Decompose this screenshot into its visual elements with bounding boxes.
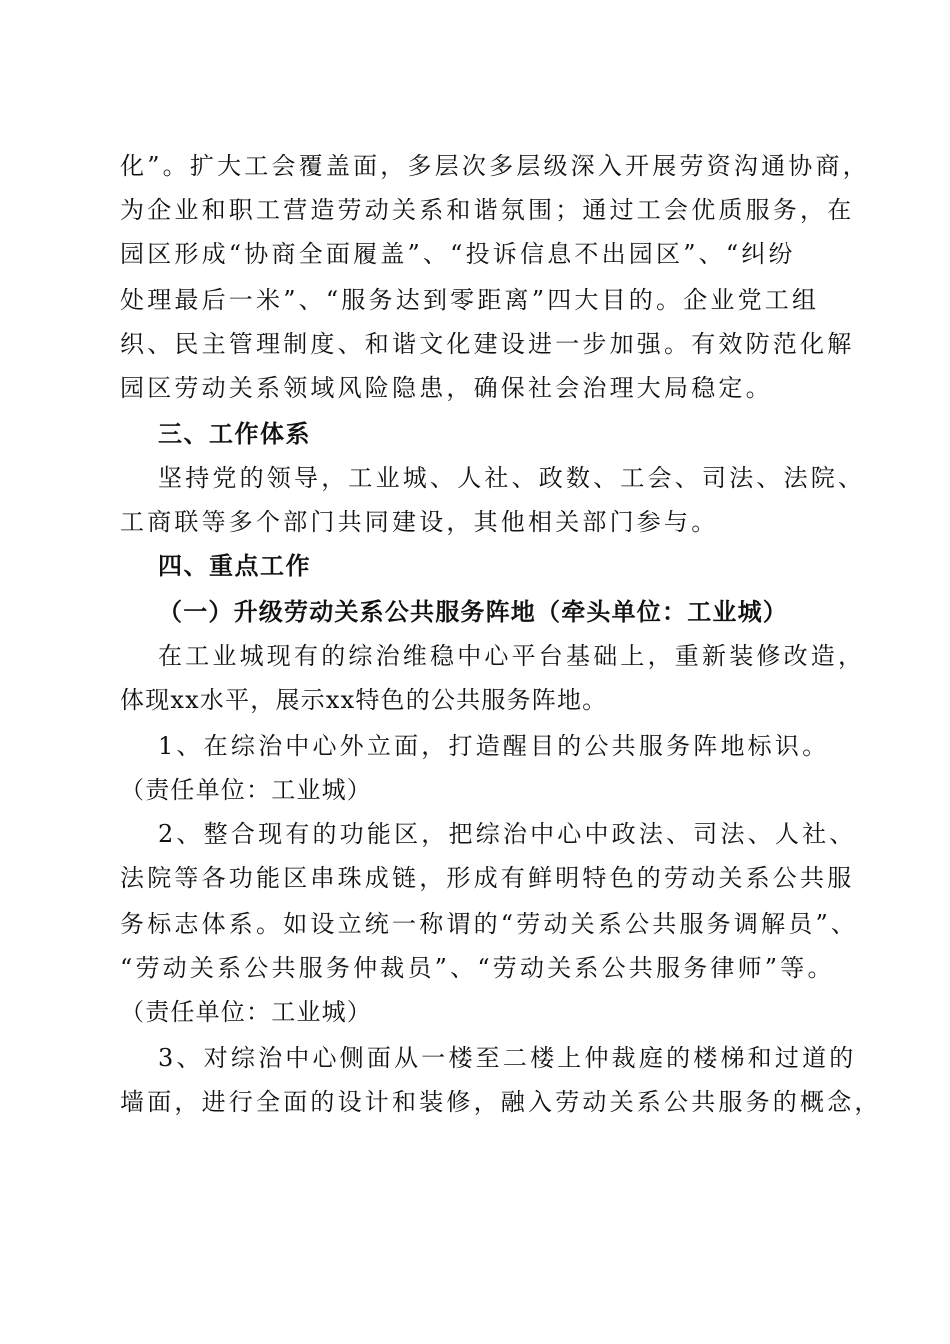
list-item-line: 3、对综治中心侧面从一楼至二楼上仲裁庭的楼梯和过道的 — [158, 1044, 857, 1072]
paragraph-line: 在工业城现有的综治维稳中心平台基础上，重新装修改造， — [158, 642, 866, 670]
paragraph-line: “劳动关系公共服务仲裁员”、“劳动关系公共服务律师”等。 — [120, 954, 835, 982]
paragraph-line: 处理最后一米”、“服务达到零距离”四大目的。企业党工组 — [120, 286, 820, 314]
paragraph-line: 化”。扩大工会覆盖面，多层次多层级深入开展劳资沟通协商， — [120, 152, 870, 180]
responsible-unit: （责任单位：工业城） — [120, 776, 372, 804]
paragraph-line: 织、民主管理制度、和谐文化建设进一步加强。有效防范化解 — [120, 330, 855, 358]
paragraph-line: 工商联等多个部门共同建设，其他相关部门参与。 — [120, 508, 719, 536]
paragraph-line: 园区劳动关系领域风险隐患，确保社会治理大局稳定。 — [120, 374, 773, 402]
paragraph-line: 务标志体系。如设立统一称谓的“劳动关系公共服务调解员”、 — [120, 910, 859, 938]
section-heading-key-work: 四、重点工作 — [158, 552, 311, 580]
responsible-unit: （责任单位：工业城） — [120, 998, 372, 1026]
paragraph-line: 园区形成“协商全面履盖”、“投诉信息不出园区”、“纠纷 — [120, 240, 796, 268]
section-heading-work-system: 三、工作体系 — [158, 420, 311, 448]
paragraph-line: 墙面，进行全面的设计和装修，融入劳动关系公共服务的概念， — [120, 1088, 882, 1116]
paragraph-line: 法院等各功能区串珠成链，形成有鲜明特色的劳动关系公共服 — [120, 864, 855, 892]
subsection-heading: （一）升级劳动关系公共服务阵地（牵头单位：工业城） — [158, 598, 788, 626]
list-item-line: 1、在综治中心外立面，打造醒目的公共服务阵地标识。 — [158, 732, 830, 760]
list-item-line: 2、整合现有的功能区，把综治中心中政法、司法、人社、 — [158, 820, 857, 848]
paragraph-line: 为企业和职工营造劳动关系和谐氛围；通过工会优质服务，在 — [120, 196, 855, 224]
paragraph-line: 坚持党的领导，工业城、人社、政数、工会、司法、法院、 — [158, 464, 866, 492]
paragraph-line: 体现xx水平，展示xx特色的公共服务阵地。 — [120, 686, 608, 714]
